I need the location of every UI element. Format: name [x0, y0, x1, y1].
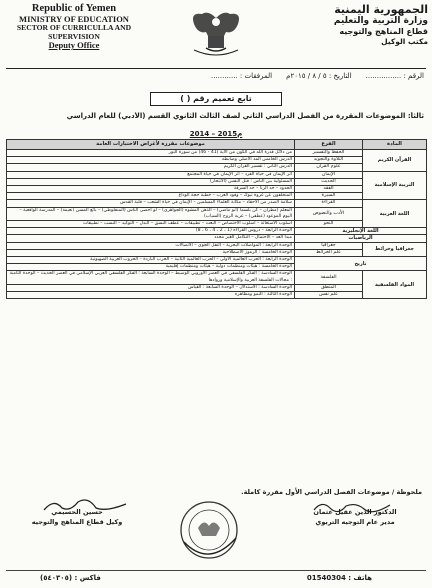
table-row — [7, 257, 427, 264]
topic-cell: الوحدة الخامسة : هيئات ومنظمات دولية – هيئات ومنظمات إقليمية — [7, 264, 295, 271]
document-date: التاريخ : ٥ / ٨ / ٢٠١٥م — [286, 72, 352, 80]
table-row — [7, 171, 427, 178]
branch-cell: علم الخرائط — [295, 249, 363, 256]
yemen-eagle-emblem-icon — [188, 6, 244, 58]
school-year: 2014 – 2015م — [189, 130, 243, 138]
branch-cell: النحو — [295, 221, 363, 228]
topics-table — [6, 139, 427, 299]
circular-title: تابع تعميم رقم ( ) — [150, 92, 282, 106]
subject-cell: اللغة العربية — [363, 200, 427, 228]
header-ar-line: مكتب الوكيل — [381, 36, 428, 46]
header-en-line: SECTOR OF CURRICULLA AND — [16, 23, 132, 33]
topic-cell: الوحدة السادسة : الفكر الفلسفي في العصر الأوروبي الوسيط – الوحدة السابعة : الفكر الفلسفي العربي الإسلامي في العصر الحديث – الوحدة الثامنة : مجالات الفلسفة العربية والإسلامية وروادها — [7, 271, 295, 284]
branch-cell: الحديث — [295, 178, 363, 185]
signature-block-right — [290, 508, 420, 528]
header-en-line: SUPERVISION — [48, 31, 100, 41]
branch-cell: جغرافيا — [295, 242, 363, 249]
subject-cell: جغرافيا وخرائط — [363, 242, 427, 256]
branch-cell: القراءة — [295, 200, 363, 207]
branch-cell: الأدب والنصوص — [295, 207, 363, 220]
table-row — [7, 242, 427, 249]
topic-cell: الدرس الخامس المد الأصلي وضابطه — [7, 157, 295, 164]
column-header: موضوعات مقررة لأغراض الاختبارات العامة — [7, 140, 295, 150]
branch-cell: التلاوة والتجويد — [295, 157, 363, 164]
subject-cell: تاريخ — [295, 257, 427, 271]
subject-line: ثالثاً: الموضوعات المقررة من الفصل الدراسي الثاني لصف الثالث الثانوي القسم (الأدبي) للعام الدراسي — [66, 112, 424, 120]
column-header: المادة — [363, 140, 427, 150]
subject-cell: التربية الإسلامية — [363, 171, 427, 200]
topic-cell: أثر الإيمان في حياة الفرد – أثر الإيمان في حياة المجتمع — [7, 171, 295, 178]
footer-fax: فاكس : (٥٤٠٣٠٥) — [40, 574, 101, 582]
topic-cell: الوحدة الرابعة – دروس القراءة (1 ، 2 ، 4 ، 6 ، 8) — [7, 228, 295, 235]
subject-cell: القرآن الكريم — [363, 150, 427, 172]
note-line: ملحوظة / موضوعات الفصل الدراسي الأول مقررة كاملة. — [241, 488, 422, 496]
official-stamp-icon — [174, 498, 244, 562]
topic-cell: الوحدة الثالثة : النمو ومظاهره — [7, 292, 295, 299]
branch-cell: الفقه — [295, 186, 363, 193]
header-en-line: Republic of Yemen — [31, 3, 117, 14]
table-row — [7, 271, 427, 284]
header-divider — [6, 68, 426, 69]
table-row — [7, 235, 427, 242]
subject-cell: الرياضيات — [295, 235, 427, 242]
topic-cell: الدرس الثاني : تفسير القرآن الكريم — [7, 164, 295, 171]
footer-phone: هاتف : 01540304 — [306, 574, 372, 582]
signatory-name: حسين الحسيمي — [51, 508, 103, 516]
topic-cell: الوحدة الرابعة : المواصلات البحرية – النقل الجوي – الاتصالات — [7, 242, 295, 249]
topic-cell: الوحدة الخامسة : الرموز الاصطلاحية — [7, 249, 295, 256]
topic-cell: الوحدة السادسة : الاستدلال – الوحدة السابعة : القياس — [7, 284, 295, 291]
topic-cell: أسلوب الاستغاثة – أسلوب الاختصاص – النعت – تطبيقات – عطف النسق – البدل – التوكيد – النسب – تطبيقات — [7, 221, 295, 228]
branch-cell: الفلسفة — [295, 271, 363, 284]
topic-cell: من دلائل قدرة الله في الكون من الآية (41 - 46) من سورة النور — [7, 150, 295, 157]
branch-cell: الحفظ والتفسير — [295, 150, 363, 157]
signatory-title: وكيل قطاع المناهج والتوجيه — [31, 517, 123, 526]
attachments: المرفقات : ............ — [211, 72, 273, 80]
reference-row — [8, 72, 424, 84]
branch-cell: علم نفس — [295, 292, 363, 299]
branch-cell: علوم القرآن — [295, 164, 363, 171]
header-en-line: Deputy Office — [48, 40, 100, 51]
signature-block-left — [12, 508, 142, 528]
header-en-line: MINISTRY OF EDUCATION — [19, 13, 129, 24]
signatory-title: مدير عام التوجيه التربوي — [315, 517, 395, 526]
signatory-name: الدكتور الدين عقيل عثمان — [313, 508, 397, 516]
topic-cell: المسئولية بين الناس : قتل النفس (الانتحار) — [7, 178, 295, 185]
table-row — [7, 200, 427, 207]
table-row — [7, 150, 427, 157]
subject-cell: اللغة الإنجليزية — [295, 228, 427, 235]
table-row — [7, 228, 427, 235]
branch-cell: السيرة — [295, 193, 363, 200]
header-ar-line: قطاع المناهج والتوجيه — [339, 26, 428, 36]
header-arabic — [298, 3, 428, 46]
topic-cell: الحدود – حد الزنا – حد السرقة — [7, 186, 295, 193]
topic-cell: الوحدة الرابعة : الحرب العالمية الأولى – الحرب العالمية الثانية – الحرب الباردة – الحروب العربية الصهيونية — [7, 257, 295, 264]
column-header: الفرع — [295, 140, 363, 150]
table-header-row — [7, 140, 427, 150]
reference-number: الرقم : ................ — [365, 72, 424, 80]
branch-cell: المنطق — [295, 284, 363, 291]
subject-cell: المواد الفلسفية — [363, 271, 427, 299]
header-english — [4, 3, 144, 51]
branch-cell: الإيمان — [295, 171, 363, 178]
topic-cell: مبدأ العد – الاحتمال – التكامل الغير محدد — [7, 235, 295, 242]
topic-cell: سلامة الصدر من الأحقاد – مكانة العلماء المسلمين – الإيمان في حياة الشعب – قلبة القدس — [7, 200, 295, 207]
header-ar-line: الجمهورية اليمنية — [334, 3, 428, 16]
footer-divider — [6, 570, 426, 571]
topic-cell: المعلم (مطران – كن بلسماً (أبو ماضي) – الذهن المشوه (الجواهري) – لو أحصى الناس (المنفلوطي) – بائع المسن (نعيمة) – المدرسة الواقعية – اليوم الموعود (عطفي) – غربة الروح (السياب) — [7, 207, 295, 220]
topic-cell: المتخلفون عن غزوة تبوك – وفود العرب – خطبة حجة الوداع — [7, 193, 295, 200]
header-ar-line: وزارة التربية والتعليم — [333, 16, 428, 27]
